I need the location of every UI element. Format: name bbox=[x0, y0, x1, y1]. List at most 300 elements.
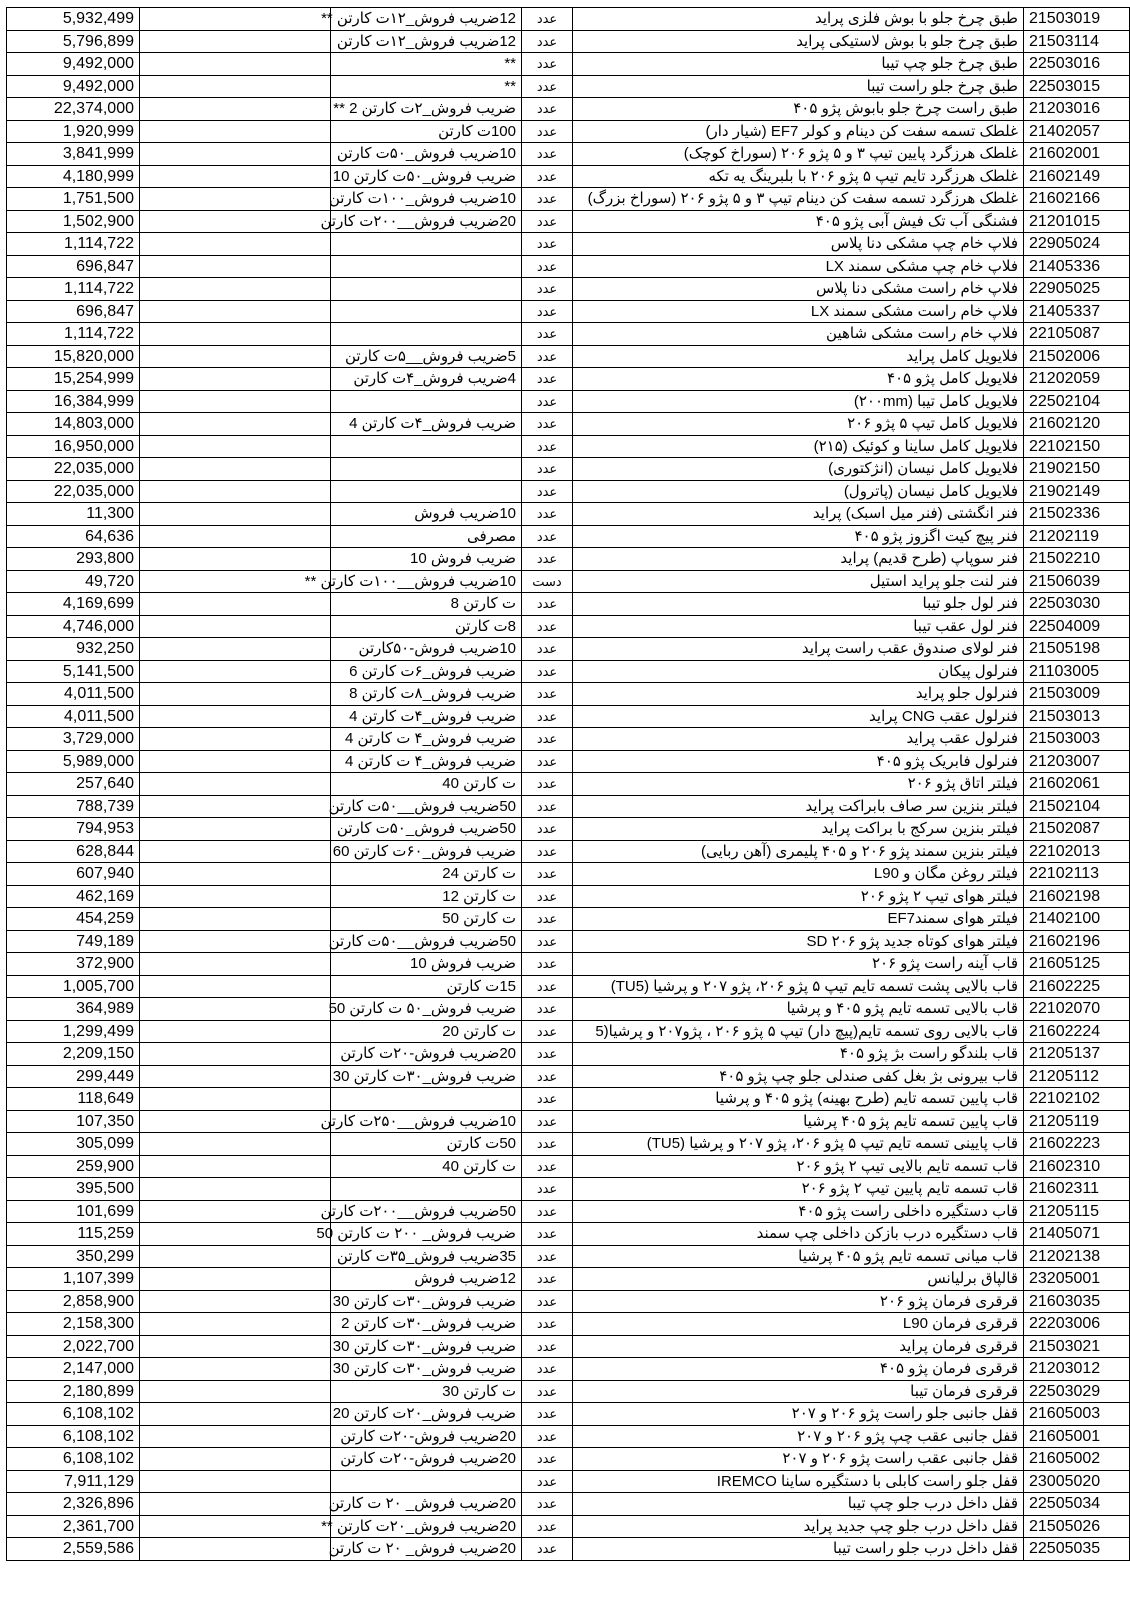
price-cell: 2,022,700 bbox=[7, 1335, 140, 1358]
empty-cell bbox=[140, 1425, 331, 1448]
unit-cell: عدد bbox=[522, 8, 573, 31]
product-code-cell: 21503003 bbox=[1024, 728, 1130, 751]
unit-cell: عدد bbox=[522, 458, 573, 481]
price-cell: 9,492,000 bbox=[7, 75, 140, 98]
price-cell: 6,108,102 bbox=[7, 1425, 140, 1448]
table-row bbox=[7, 503, 1130, 526]
table-row bbox=[7, 188, 1130, 211]
sales-note-cell: 20ضریب فروش_ ۲۰ ت کارتن bbox=[331, 1538, 522, 1561]
table-row bbox=[7, 840, 1130, 863]
unit-cell: عدد bbox=[522, 1245, 573, 1268]
product-name-cell: فنرلول عقب پراید bbox=[573, 728, 1024, 751]
product-code-cell: 21602149 bbox=[1024, 165, 1130, 188]
product-code-cell: 21605003 bbox=[1024, 1403, 1130, 1426]
sales-note-cell: ضریب فروش_۴ ت کارتن 4 bbox=[331, 728, 522, 751]
table-row bbox=[7, 683, 1130, 706]
unit-cell: عدد bbox=[522, 300, 573, 323]
table-row bbox=[7, 75, 1130, 98]
empty-cell bbox=[140, 1178, 331, 1201]
sales-note-cell: ضریب فروش_۸ت کارتن 8 bbox=[331, 683, 522, 706]
sales-note-cell: 50ضریب فروش__۵۰ت کارتن bbox=[331, 930, 522, 953]
product-name-cell: قاب بالایی پشت تسمه تایم تیپ ۵ پژو ۲۰۶، پژو ۲۰۷ و پرشیا (TU5) bbox=[573, 975, 1024, 998]
sales-note-cell: 10ضریب فروش_۱۰۰ت کارتن bbox=[331, 188, 522, 211]
product-name-cell: فیلتر بنزین سر صاف بابراکت پراید bbox=[573, 795, 1024, 818]
unit-cell: عدد bbox=[522, 435, 573, 458]
product-name-cell: فشنگی آب تک فیش آبی پژو ۴۰۵ bbox=[573, 210, 1024, 233]
sales-note-cell: ضریب فروش_۴ت کارتن 4 bbox=[331, 413, 522, 436]
price-cell: 4,011,500 bbox=[7, 705, 140, 728]
sales-note-cell: 20ضریب فروش-۲۰ت کارتن bbox=[331, 1448, 522, 1471]
unit-cell: عدد bbox=[522, 705, 573, 728]
product-name-cell: فنر لول عقب تیبا bbox=[573, 615, 1024, 638]
table-row bbox=[7, 1043, 1130, 1066]
empty-cell bbox=[140, 255, 331, 278]
product-name-cell: غلطک هرزگرد پایین تیپ ۳ و ۵ پژو ۲۰۶ (سوراخ کوچک) bbox=[573, 143, 1024, 166]
product-name-cell: قاب بیرونی بژ بغل کفی صندلی جلو چپ پژو ۴۰۵ bbox=[573, 1065, 1024, 1088]
sales-note-cell: 20ضریب فروش_ ۲۰ ت کارتن bbox=[331, 1493, 522, 1516]
product-name-cell: قاب پایین تسمه تایم (طرح بهینه) پژو ۴۰۵ و پرشیا bbox=[573, 1088, 1024, 1111]
price-cell: 2,361,700 bbox=[7, 1515, 140, 1538]
price-cell: 2,209,150 bbox=[7, 1043, 140, 1066]
product-name-cell: فلاپ خام چپ مشکی دنا پلاس bbox=[573, 233, 1024, 256]
product-code-cell: 21202119 bbox=[1024, 525, 1130, 548]
unit-cell: عدد bbox=[522, 1403, 573, 1426]
empty-cell bbox=[140, 1515, 331, 1538]
price-cell: 1,114,722 bbox=[7, 233, 140, 256]
product-name-cell: فلایویل کامل تیبا (۲۰۰mm) bbox=[573, 390, 1024, 413]
unit-cell: عدد bbox=[522, 1200, 573, 1223]
empty-cell bbox=[140, 1155, 331, 1178]
price-cell: 788,739 bbox=[7, 795, 140, 818]
product-code-cell: 21602001 bbox=[1024, 143, 1130, 166]
unit-cell: عدد bbox=[522, 1515, 573, 1538]
price-cell: 305,099 bbox=[7, 1133, 140, 1156]
price-cell: 3,729,000 bbox=[7, 728, 140, 751]
sales-note-cell: 10ضریب فروش__۲۵۰ت کارتن bbox=[331, 1110, 522, 1133]
empty-cell bbox=[140, 615, 331, 638]
unit-cell: عدد bbox=[522, 1043, 573, 1066]
sales-note-cell: 10ضریب فروش_۵۰ت کارتن bbox=[331, 143, 522, 166]
price-cell: 3,841,999 bbox=[7, 143, 140, 166]
unit-cell: عدد bbox=[522, 75, 573, 98]
table-row bbox=[7, 1380, 1130, 1403]
product-code-cell: 21205137 bbox=[1024, 1043, 1130, 1066]
price-cell: 259,900 bbox=[7, 1155, 140, 1178]
product-code-cell: 21405337 bbox=[1024, 300, 1130, 323]
unit-cell: عدد bbox=[522, 1155, 573, 1178]
product-code-cell: 21402100 bbox=[1024, 908, 1130, 931]
empty-cell bbox=[140, 885, 331, 908]
sales-note-cell: 20ضریب فروش__۲۰۰ت کارتن bbox=[331, 210, 522, 233]
product-code-cell: 21503009 bbox=[1024, 683, 1130, 706]
table-row bbox=[7, 1200, 1130, 1223]
price-cell: 293,800 bbox=[7, 548, 140, 571]
product-name-cell: قرقری فرمان پراید bbox=[573, 1335, 1024, 1358]
product-name-cell: قاب پایین تسمه تایم پژو ۴۰۵ پرشیا bbox=[573, 1110, 1024, 1133]
product-code-cell: 21103005 bbox=[1024, 660, 1130, 683]
table-row bbox=[7, 233, 1130, 256]
unit-cell: عدد bbox=[522, 1178, 573, 1201]
product-code-cell: 21602311 bbox=[1024, 1178, 1130, 1201]
unit-cell: عدد bbox=[522, 1020, 573, 1043]
price-cell: 1,107,399 bbox=[7, 1268, 140, 1291]
product-code-cell: 21602224 bbox=[1024, 1020, 1130, 1043]
price-cell: 5,989,000 bbox=[7, 750, 140, 773]
product-name-cell: فلایویل کامل پژو ۴۰۵ bbox=[573, 368, 1024, 391]
empty-cell bbox=[140, 750, 331, 773]
sales-note-cell: ت کارتن 8 bbox=[331, 593, 522, 616]
product-code-cell: 21503114 bbox=[1024, 30, 1130, 53]
empty-cell bbox=[140, 1110, 331, 1133]
product-name-cell: فنر سوپاپ (طرح قدیم) پراید bbox=[573, 548, 1024, 571]
sales-note-cell bbox=[331, 255, 522, 278]
empty-cell bbox=[140, 773, 331, 796]
unit-cell: عدد bbox=[522, 278, 573, 301]
empty-cell bbox=[140, 1538, 331, 1561]
empty-cell bbox=[140, 1268, 331, 1291]
product-code-cell: 21205112 bbox=[1024, 1065, 1130, 1088]
product-name-cell: قفل جانبی جلو راست پژو ۲۰۶ و ۲۰۷ bbox=[573, 1403, 1024, 1426]
empty-cell bbox=[140, 975, 331, 998]
product-code-cell: 22502104 bbox=[1024, 390, 1130, 413]
sales-note-cell bbox=[331, 323, 522, 346]
sales-note-cell: ضریب فروش_۳۰ت کارتن 30 bbox=[331, 1290, 522, 1313]
product-code-cell: 21602225 bbox=[1024, 975, 1130, 998]
product-name-cell: غلطک هرزگرد تسمه سفت کن دینام تیپ ۳ و ۵ پژو ۲۰۶ (سوراخ بزرگ) bbox=[573, 188, 1024, 211]
price-cell: 628,844 bbox=[7, 840, 140, 863]
sales-note-cell: 10ضریب فروش__۱۰۰ت کارتن ** bbox=[331, 570, 522, 593]
sales-note-cell bbox=[331, 435, 522, 458]
table-row bbox=[7, 795, 1130, 818]
price-cell: 932,250 bbox=[7, 638, 140, 661]
unit-cell: عدد bbox=[522, 1133, 573, 1156]
product-name-cell: قفل داخل درب جلو چپ جدید پراید bbox=[573, 1515, 1024, 1538]
unit-cell: عدد bbox=[522, 975, 573, 998]
empty-cell bbox=[140, 1403, 331, 1426]
product-name-cell: قالپاق برلیانس bbox=[573, 1268, 1024, 1291]
price-cell: 1,751,500 bbox=[7, 188, 140, 211]
sales-note-cell: 4ضریب فروش_۴ت کارتن bbox=[331, 368, 522, 391]
unit-cell: عدد bbox=[522, 525, 573, 548]
table-row bbox=[7, 1448, 1130, 1471]
table-row bbox=[7, 390, 1130, 413]
product-code-cell: 21902149 bbox=[1024, 480, 1130, 503]
empty-cell bbox=[140, 1493, 331, 1516]
product-code-cell: 22102013 bbox=[1024, 840, 1130, 863]
price-cell: 6,108,102 bbox=[7, 1403, 140, 1426]
price-cell: 15,820,000 bbox=[7, 345, 140, 368]
product-name-cell: قاب بلندگو راست بژ پژو ۴۰۵ bbox=[573, 1043, 1024, 1066]
sales-note-cell: 20ضریب فروش_۲۰ت کارتن ** bbox=[331, 1515, 522, 1538]
price-cell: 2,180,899 bbox=[7, 1380, 140, 1403]
product-name-cell: فنر پیچ کیت اگزوز پژو ۴۰۵ bbox=[573, 525, 1024, 548]
product-code-cell: 21503021 bbox=[1024, 1335, 1130, 1358]
empty-cell bbox=[140, 413, 331, 436]
empty-cell bbox=[140, 1200, 331, 1223]
product-name-cell: فنرلول عقب CNG پراید bbox=[573, 705, 1024, 728]
product-code-cell: 21602196 bbox=[1024, 930, 1130, 953]
product-name-cell: فلایویل کامل ساینا و کوئیک (۲۱۵) bbox=[573, 435, 1024, 458]
unit-cell: عدد bbox=[522, 728, 573, 751]
unit-cell: عدد bbox=[522, 345, 573, 368]
product-code-cell: 21602061 bbox=[1024, 773, 1130, 796]
empty-cell bbox=[140, 323, 331, 346]
empty-cell bbox=[140, 1223, 331, 1246]
empty-cell bbox=[140, 1245, 331, 1268]
empty-cell bbox=[140, 548, 331, 571]
price-cell: 6,108,102 bbox=[7, 1448, 140, 1471]
unit-cell: عدد bbox=[522, 233, 573, 256]
product-code-cell: 21205119 bbox=[1024, 1110, 1130, 1133]
sales-note-cell: ت کارتن 24 bbox=[331, 863, 522, 886]
product-name-cell: طبق چرخ جلو با بوش لاستیکی پراید bbox=[573, 30, 1024, 53]
table-row bbox=[7, 1155, 1130, 1178]
unit-cell: عدد bbox=[522, 1290, 573, 1313]
product-code-cell: 21502210 bbox=[1024, 548, 1130, 571]
price-cell: 4,746,000 bbox=[7, 615, 140, 638]
product-name-cell: فلایویل کامل نیسان (پاترول) bbox=[573, 480, 1024, 503]
product-code-cell: 21201015 bbox=[1024, 210, 1130, 233]
table-row bbox=[7, 570, 1130, 593]
sales-note-cell: ضریب فروش_ ۲۰۰ ت کارتن 50 bbox=[331, 1223, 522, 1246]
price-cell: 607,940 bbox=[7, 863, 140, 886]
product-name-cell: قرقری فرمان L90 bbox=[573, 1313, 1024, 1336]
empty-cell bbox=[140, 165, 331, 188]
table-row bbox=[7, 323, 1130, 346]
empty-cell bbox=[140, 1313, 331, 1336]
sales-note-cell bbox=[331, 458, 522, 481]
product-code-cell: 21602223 bbox=[1024, 1133, 1130, 1156]
sales-note-cell: ت کارتن 40 bbox=[331, 773, 522, 796]
table-row bbox=[7, 1133, 1130, 1156]
product-name-cell: قفل جلو راست کابلی با دستگیره ساینا IREMCO bbox=[573, 1470, 1024, 1493]
unit-cell: عدد bbox=[522, 210, 573, 233]
price-cell: 2,559,586 bbox=[7, 1538, 140, 1561]
unit-cell: عدد bbox=[522, 908, 573, 931]
sales-note-cell: مصرفی bbox=[331, 525, 522, 548]
sales-note-cell: ت کارتن 50 bbox=[331, 908, 522, 931]
table-row bbox=[7, 458, 1130, 481]
product-code-cell: 21203007 bbox=[1024, 750, 1130, 773]
product-code-cell: 21505026 bbox=[1024, 1515, 1130, 1538]
sales-note-cell: ت کارتن 12 bbox=[331, 885, 522, 908]
table-row bbox=[7, 863, 1130, 886]
product-name-cell: فنر انگشتی (فنر میل اسبک) پراید bbox=[573, 503, 1024, 526]
product-code-cell: 21502087 bbox=[1024, 818, 1130, 841]
sales-note-cell: 20ضریب فروش-۲۰ت کارتن bbox=[331, 1043, 522, 1066]
unit-cell: عدد bbox=[522, 953, 573, 976]
unit-cell: عدد bbox=[522, 1493, 573, 1516]
table-row bbox=[7, 345, 1130, 368]
sales-note-cell bbox=[331, 278, 522, 301]
empty-cell bbox=[140, 503, 331, 526]
product-name-cell: قرقری فرمان پژو ۲۰۶ bbox=[573, 1290, 1024, 1313]
unit-cell: عدد bbox=[522, 1088, 573, 1111]
price-cell: 118,649 bbox=[7, 1088, 140, 1111]
unit-cell: عدد bbox=[522, 795, 573, 818]
table-row bbox=[7, 705, 1130, 728]
product-name-cell: قرقری فرمان تیبا bbox=[573, 1380, 1024, 1403]
empty-cell bbox=[140, 1065, 331, 1088]
empty-cell bbox=[140, 795, 331, 818]
sales-note-cell: 50ضریب فروش__۵۰ت کارتن bbox=[331, 795, 522, 818]
table-row bbox=[7, 975, 1130, 998]
table-row bbox=[7, 750, 1130, 773]
table-row bbox=[7, 1470, 1130, 1493]
unit-cell: عدد bbox=[522, 503, 573, 526]
unit-cell: عدد bbox=[522, 188, 573, 211]
table-row bbox=[7, 953, 1130, 976]
unit-cell: عدد bbox=[522, 885, 573, 908]
empty-cell bbox=[140, 120, 331, 143]
unit-cell: عدد bbox=[522, 413, 573, 436]
table-row bbox=[7, 143, 1130, 166]
product-name-cell: فیلتر بنزین سمند پژو ۲۰۶ و ۴۰۵ پلیمری (آهن ربایی) bbox=[573, 840, 1024, 863]
sales-note-cell: 50ضریب فروش_۵۰ت کارتن bbox=[331, 818, 522, 841]
sales-note-cell: 10ضریب فروش-۵۰کارتن bbox=[331, 638, 522, 661]
product-name-cell: غلطک هرزگرد تایم تیپ ۵ پژو ۲۰۶ با بلبرینگ یه تکه bbox=[573, 165, 1024, 188]
price-cell: 395,500 bbox=[7, 1178, 140, 1201]
product-name-cell: طبق چرخ جلو چپ تیبا bbox=[573, 53, 1024, 76]
empty-cell bbox=[140, 1020, 331, 1043]
table-row bbox=[7, 998, 1130, 1021]
empty-cell bbox=[140, 593, 331, 616]
product-name-cell: فیلتر هوای سمندEF7 bbox=[573, 908, 1024, 931]
product-name-cell: فنر لول جلو تیبا bbox=[573, 593, 1024, 616]
unit-cell: عدد bbox=[522, 998, 573, 1021]
empty-cell bbox=[140, 998, 331, 1021]
product-code-cell: 21205115 bbox=[1024, 1200, 1130, 1223]
unit-cell: عدد bbox=[522, 593, 573, 616]
product-name-cell: فلایویل کامل تیپ ۵ پژو ۲۰۶ bbox=[573, 413, 1024, 436]
table-row bbox=[7, 1358, 1130, 1381]
product-code-cell: 22102113 bbox=[1024, 863, 1130, 886]
unit-cell: عدد bbox=[522, 863, 573, 886]
sales-note-cell: ** bbox=[331, 53, 522, 76]
price-cell: 2,158,300 bbox=[7, 1313, 140, 1336]
sales-note-cell: 50ت کارتن bbox=[331, 1133, 522, 1156]
product-name-cell: فلایویل کامل نیسان (انژکتوری) bbox=[573, 458, 1024, 481]
product-code-cell: 22102070 bbox=[1024, 998, 1130, 1021]
empty-cell bbox=[140, 30, 331, 53]
sales-note-cell: ضریب فروش_۳۰ت کارتن 30 bbox=[331, 1065, 522, 1088]
unit-cell: عدد bbox=[522, 660, 573, 683]
price-cell: 2,326,896 bbox=[7, 1493, 140, 1516]
product-code-cell: 22503030 bbox=[1024, 593, 1130, 616]
product-name-cell: طبق راست چرخ جلو بابوش پژو ۴۰۵ bbox=[573, 98, 1024, 121]
product-name-cell: فنرلول جلو پراید bbox=[573, 683, 1024, 706]
sales-note-cell: 15ت کارتن bbox=[331, 975, 522, 998]
unit-cell: عدد bbox=[522, 368, 573, 391]
product-code-cell: 22905025 bbox=[1024, 278, 1130, 301]
product-code-cell: 22503029 bbox=[1024, 1380, 1130, 1403]
sales-note-cell: ** bbox=[331, 75, 522, 98]
product-code-cell: 21602310 bbox=[1024, 1155, 1130, 1178]
price-list-sheet bbox=[6, 7, 1101, 1561]
table-row bbox=[7, 1290, 1130, 1313]
product-code-cell: 22102150 bbox=[1024, 435, 1130, 458]
price-cell: 1,114,722 bbox=[7, 323, 140, 346]
unit-cell: عدد bbox=[522, 683, 573, 706]
product-name-cell: قاب دستگیره درب بازکن داخلی چپ سمند bbox=[573, 1223, 1024, 1246]
table-row bbox=[7, 1538, 1130, 1561]
sales-note-cell: ضریب فروش 10 bbox=[331, 548, 522, 571]
price-cell: 5,141,500 bbox=[7, 660, 140, 683]
product-name-cell: قفل جانبی عقب راست پژو ۲۰۶ و ۲۰۷ bbox=[573, 1448, 1024, 1471]
price-cell: 16,950,000 bbox=[7, 435, 140, 458]
product-name-cell: قفل داخل درب جلو چپ تیبا bbox=[573, 1493, 1024, 1516]
table-row bbox=[7, 368, 1130, 391]
empty-cell bbox=[140, 300, 331, 323]
empty-cell bbox=[140, 908, 331, 931]
product-name-cell: فلاپ خام راست مشکی شاهین bbox=[573, 323, 1024, 346]
price-cell: 22,035,000 bbox=[7, 480, 140, 503]
product-code-cell: 21605125 bbox=[1024, 953, 1130, 976]
empty-cell bbox=[140, 458, 331, 481]
product-name-cell: قاب دستگیره داخلی راست پژو ۴۰۵ bbox=[573, 1200, 1024, 1223]
empty-cell bbox=[140, 1470, 331, 1493]
sales-note-cell: ضریب فروش_۴ت کارتن 4 bbox=[331, 705, 522, 728]
product-name-cell: فلاپ خام راست مشکی دنا پلاس bbox=[573, 278, 1024, 301]
price-cell: 4,011,500 bbox=[7, 683, 140, 706]
table-row bbox=[7, 818, 1130, 841]
price-cell: 350,299 bbox=[7, 1245, 140, 1268]
empty-cell bbox=[140, 143, 331, 166]
price-cell: 115,259 bbox=[7, 1223, 140, 1246]
unit-cell: عدد bbox=[522, 1425, 573, 1448]
table-row bbox=[7, 1403, 1130, 1426]
product-code-cell: 22505035 bbox=[1024, 1538, 1130, 1561]
table-row bbox=[7, 278, 1130, 301]
table-row bbox=[7, 413, 1130, 436]
empty-cell bbox=[140, 1290, 331, 1313]
price-cell: 9,492,000 bbox=[7, 53, 140, 76]
empty-cell bbox=[140, 953, 331, 976]
price-cell: 749,189 bbox=[7, 930, 140, 953]
table-row bbox=[7, 53, 1130, 76]
empty-cell bbox=[140, 53, 331, 76]
empty-cell bbox=[140, 863, 331, 886]
product-code-cell: 21605001 bbox=[1024, 1425, 1130, 1448]
sales-note-cell: 12ضریب فروش_۱۲ت کارتن bbox=[331, 30, 522, 53]
price-cell: 4,169,699 bbox=[7, 593, 140, 616]
empty-cell bbox=[140, 188, 331, 211]
unit-cell: عدد bbox=[522, 255, 573, 278]
price-cell: 364,989 bbox=[7, 998, 140, 1021]
product-name-cell: فلاپ خام چپ مشکی سمند LX bbox=[573, 255, 1024, 278]
price-cell: 1,114,722 bbox=[7, 278, 140, 301]
empty-cell bbox=[140, 233, 331, 256]
product-code-cell: 21203012 bbox=[1024, 1358, 1130, 1381]
sales-note-cell: ضریب فروش_۴ ت کارتن 4 bbox=[331, 750, 522, 773]
sales-note-cell: ضریب فروش_۲۰ت کارتن 20 bbox=[331, 1403, 522, 1426]
product-name-cell: فلایویل کامل پراید bbox=[573, 345, 1024, 368]
product-code-cell: 21503019 bbox=[1024, 8, 1130, 31]
product-code-cell: 23205001 bbox=[1024, 1268, 1130, 1291]
table-row bbox=[7, 1515, 1130, 1538]
unit-cell: عدد bbox=[522, 165, 573, 188]
sales-note-cell: 100ت کارتن bbox=[331, 120, 522, 143]
empty-cell bbox=[140, 1335, 331, 1358]
table-row bbox=[7, 548, 1130, 571]
product-name-cell: فیلتر بنزین سرکج با براکت پراید bbox=[573, 818, 1024, 841]
table-row bbox=[7, 300, 1130, 323]
product-code-cell: 21602198 bbox=[1024, 885, 1130, 908]
product-code-cell: 21505198 bbox=[1024, 638, 1130, 661]
empty-cell bbox=[140, 818, 331, 841]
unit-cell: عدد bbox=[522, 120, 573, 143]
product-code-cell: 21405336 bbox=[1024, 255, 1130, 278]
